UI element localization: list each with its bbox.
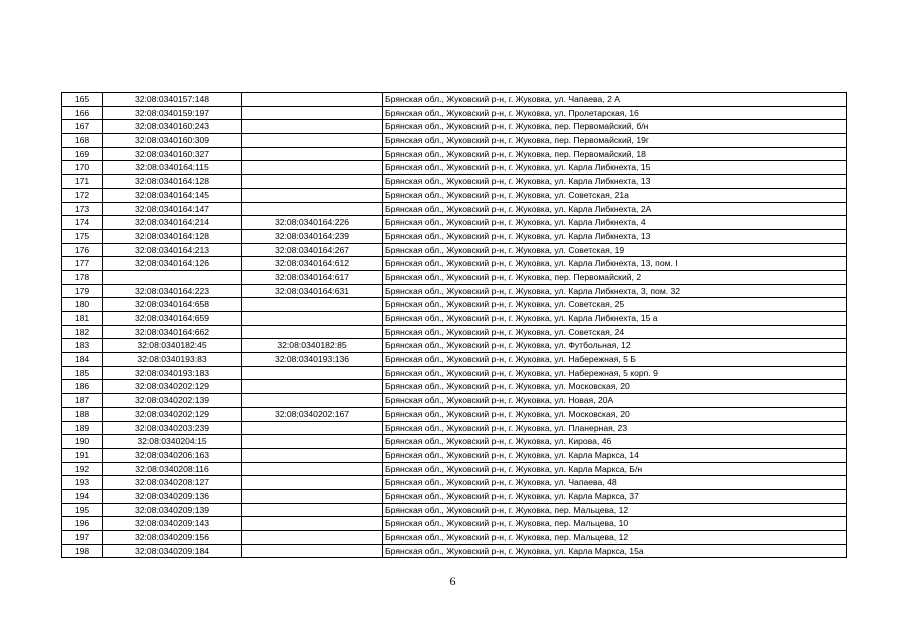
related-cadastral-number-cell: 32:08:0340164:631: [242, 284, 383, 298]
related-cadastral-number-cell: [242, 517, 383, 531]
related-cadastral-number-cell: [242, 394, 383, 408]
cadastral-number-cell: 32:08:0340159:197: [103, 106, 242, 120]
row-number-cell: 171: [62, 175, 103, 189]
row-number-cell: 190: [62, 435, 103, 449]
related-cadastral-number-cell: [242, 366, 383, 380]
related-cadastral-number-cell: 32:08:0340202:167: [242, 407, 383, 421]
address-cell: Брянская обл., Жуковский р-н, г. Жуковка, ул. Московская, 20: [383, 380, 847, 394]
row-number-cell: 197: [62, 531, 103, 545]
cadastral-number-cell: 32:08:0340164:145: [103, 188, 242, 202]
address-cell: Брянская обл., Жуковский р-н, г. Жуковка, ул. Карла Либкнехта, 15 а: [383, 312, 847, 326]
related-cadastral-number-cell: [242, 106, 383, 120]
row-number-cell: 168: [62, 134, 103, 148]
table-row: [62, 147, 847, 161]
table-row: [62, 312, 847, 326]
address-cell: Брянская обл., Жуковский р-н, г. Жуковка, ул. Чапаева, 2 А: [383, 93, 847, 107]
row-number-cell: 169: [62, 147, 103, 161]
related-cadastral-number-cell: [242, 380, 383, 394]
related-cadastral-number-cell: 32:08:0340164:267: [242, 243, 383, 257]
row-number-cell: 195: [62, 503, 103, 517]
table-row: [62, 531, 847, 545]
related-cadastral-number-cell: [242, 531, 383, 545]
row-number-cell: 196: [62, 517, 103, 531]
table-row: [62, 435, 847, 449]
table-row: [62, 270, 847, 284]
cadastral-number-cell: [103, 270, 242, 284]
address-cell: Брянская обл., Жуковский р-н, г. Жуковка, ул. Набережная, 5 корп. 9: [383, 366, 847, 380]
table-row: [62, 339, 847, 353]
row-number-cell: 194: [62, 489, 103, 503]
address-cell: Брянская обл., Жуковский р-н, г. Жуковка, ул. Советская, 19: [383, 243, 847, 257]
row-number-cell: 185: [62, 366, 103, 380]
cadastral-number-cell: 32:08:0340160:309: [103, 134, 242, 148]
row-number-cell: 166: [62, 106, 103, 120]
related-cadastral-number-cell: [242, 120, 383, 134]
row-number-cell: 182: [62, 325, 103, 339]
address-cell: Брянская обл., Жуковский р-н, г. Жуковка, пер. Мальцева, 12: [383, 503, 847, 517]
related-cadastral-number-cell: 32:08:0340164:612: [242, 257, 383, 271]
row-number-cell: 172: [62, 188, 103, 202]
cadastral-table: [61, 92, 847, 558]
related-cadastral-number-cell: [242, 312, 383, 326]
row-number-cell: 165: [62, 93, 103, 107]
table-row: [62, 407, 847, 421]
table-row: [62, 298, 847, 312]
table-row: [62, 243, 847, 257]
table-row: [62, 421, 847, 435]
address-cell: Брянская обл., Жуковский р-н, г. Жуковка, ул. Карла Либкнехта, 4: [383, 216, 847, 230]
table-row: [62, 257, 847, 271]
table-row: [62, 106, 847, 120]
row-number-cell: 188: [62, 407, 103, 421]
row-number-cell: 180: [62, 298, 103, 312]
row-number-cell: 184: [62, 353, 103, 367]
cadastral-number-cell: 32:08:0340164:126: [103, 257, 242, 271]
related-cadastral-number-cell: 32:08:0340193:136: [242, 353, 383, 367]
address-cell: Брянская обл., Жуковский р-н, г. Жуковка, ул. Советская, 25: [383, 298, 847, 312]
address-cell: Брянская обл., Жуковский р-н, г. Жуковка, ул. Карла Маркса, Б/н: [383, 462, 847, 476]
table-row: [62, 517, 847, 531]
related-cadastral-number-cell: [242, 188, 383, 202]
cadastral-number-cell: 32:08:0340164:214: [103, 216, 242, 230]
cadastral-number-cell: 32:08:0340202:129: [103, 407, 242, 421]
related-cadastral-number-cell: [242, 435, 383, 449]
row-number-cell: 187: [62, 394, 103, 408]
table-row: [62, 325, 847, 339]
cadastral-number-cell: 32:08:0340209:139: [103, 503, 242, 517]
cadastral-number-cell: 32:08:0340209:184: [103, 544, 242, 558]
address-cell: Брянская обл., Жуковский р-н, г. Жуковка, ул. Карла Маркса, 15а: [383, 544, 847, 558]
address-cell: Брянская обл., Жуковский р-н, г. Жуковка, пер. Первомайский, 19г: [383, 134, 847, 148]
table-row: [62, 353, 847, 367]
related-cadastral-number-cell: [242, 325, 383, 339]
related-cadastral-number-cell: [242, 462, 383, 476]
table-row: [62, 380, 847, 394]
table-row: [62, 120, 847, 134]
related-cadastral-number-cell: [242, 147, 383, 161]
related-cadastral-number-cell: [242, 421, 383, 435]
table-row: [62, 476, 847, 490]
related-cadastral-number-cell: [242, 93, 383, 107]
address-cell: Брянская обл., Жуковский р-н, г. Жуковка, ул. Советская, 21а: [383, 188, 847, 202]
address-cell: Брянская обл., Жуковский р-н, г. Жуковка, ул. Футбольная, 12: [383, 339, 847, 353]
table-row: [62, 462, 847, 476]
table-body: [62, 93, 847, 558]
address-cell: Брянская обл., Жуковский р-н, г. Жуковка, ул. Кирова, 46: [383, 435, 847, 449]
table-row: [62, 188, 847, 202]
cadastral-number-cell: 32:08:0340182:45: [103, 339, 242, 353]
cadastral-number-cell: 32:08:0340164:128: [103, 175, 242, 189]
address-cell: Брянская обл., Жуковский р-н, г. Жуковка, ул. Карла Либкнехта, 15: [383, 161, 847, 175]
related-cadastral-number-cell: [242, 202, 383, 216]
address-cell: Брянская обл., Жуковский р-н, г. Жуковка, пер. Мальцева, 10: [383, 517, 847, 531]
row-number-cell: 189: [62, 421, 103, 435]
address-cell: Брянская обл., Жуковский р-н, г. Жуковка, ул. Новая, 20А: [383, 394, 847, 408]
cadastral-number-cell: 32:08:0340164:662: [103, 325, 242, 339]
address-cell: Брянская обл., Жуковский р-н, г. Жуковка, ул. Московская, 20: [383, 407, 847, 421]
cadastral-number-cell: 32:08:0340164:147: [103, 202, 242, 216]
table-row: [62, 394, 847, 408]
row-number-cell: 191: [62, 448, 103, 462]
related-cadastral-number-cell: [242, 161, 383, 175]
related-cadastral-number-cell: 32:08:0340182:85: [242, 339, 383, 353]
cadastral-number-cell: 32:08:0340208:127: [103, 476, 242, 490]
cadastral-number-cell: 32:08:0340202:139: [103, 394, 242, 408]
address-cell: Брянская обл., Жуковский р-н, г. Жуковка, ул. Карла Либкнехта, 13, пом. I: [383, 257, 847, 271]
table-row: [62, 229, 847, 243]
address-cell: Брянская обл., Жуковский р-н, г. Жуковка, ул. Карла Либкнехта, 13: [383, 175, 847, 189]
address-cell: Брянская обл., Жуковский р-н, г. Жуковка, ул. Карла Маркса, 14: [383, 448, 847, 462]
cadastral-number-cell: 32:08:0340204:15: [103, 435, 242, 449]
related-cadastral-number-cell: 32:08:0340164:226: [242, 216, 383, 230]
cadastral-number-cell: 32:08:0340209:136: [103, 489, 242, 503]
related-cadastral-number-cell: [242, 489, 383, 503]
cadastral-number-cell: 32:08:0340160:327: [103, 147, 242, 161]
address-cell: Брянская обл., Жуковский р-н, г. Жуковка, ул. Карла Либкнехта, 3, пом. 32: [383, 284, 847, 298]
cadastral-number-cell: 32:08:0340203:239: [103, 421, 242, 435]
address-cell: Брянская обл., Жуковский р-н, г. Жуковка, пер. Первомайский, 18: [383, 147, 847, 161]
row-number-cell: 167: [62, 120, 103, 134]
row-number-cell: 170: [62, 161, 103, 175]
cadastral-number-cell: 32:08:0340164:658: [103, 298, 242, 312]
cadastral-number-cell: 32:08:0340206:163: [103, 448, 242, 462]
table-row: [62, 93, 847, 107]
cadastral-number-cell: 32:08:0340164:128: [103, 229, 242, 243]
address-cell: Брянская обл., Жуковский р-н, г. Жуковка, пер. Мальцева, 12: [383, 531, 847, 545]
row-number-cell: 193: [62, 476, 103, 490]
row-number-cell: 183: [62, 339, 103, 353]
cadastral-number-cell: 32:08:0340164:223: [103, 284, 242, 298]
table-row: [62, 366, 847, 380]
address-cell: Брянская обл., Жуковский р-н, г. Жуковка, ул. Карла Либкнехта, 2А: [383, 202, 847, 216]
table-row: [62, 216, 847, 230]
address-cell: Брянская обл., Жуковский р-н, г. Жуковка, ул. Советская, 24: [383, 325, 847, 339]
row-number-cell: 174: [62, 216, 103, 230]
cadastral-number-cell: 32:08:0340202:129: [103, 380, 242, 394]
related-cadastral-number-cell: [242, 476, 383, 490]
related-cadastral-number-cell: [242, 175, 383, 189]
related-cadastral-number-cell: 32:08:0340164:617: [242, 270, 383, 284]
address-cell: Брянская обл., Жуковский р-н, г. Жуковка, ул. Пролетарская, 16: [383, 106, 847, 120]
row-number-cell: 186: [62, 380, 103, 394]
table-row: [62, 448, 847, 462]
cadastral-number-cell: 32:08:0340209:143: [103, 517, 242, 531]
table-row: [62, 284, 847, 298]
row-number-cell: 176: [62, 243, 103, 257]
row-number-cell: 175: [62, 229, 103, 243]
row-number-cell: 177: [62, 257, 103, 271]
row-number-cell: 179: [62, 284, 103, 298]
cadastral-number-cell: 32:08:0340164:213: [103, 243, 242, 257]
address-cell: Брянская обл., Жуковский р-н, г. Жуковка, пер. Первомайский, б/н: [383, 120, 847, 134]
address-cell: Брянская обл., Жуковский р-н, г. Жуковка, ул. Карла Маркса, 37: [383, 489, 847, 503]
table-row: [62, 175, 847, 189]
address-cell: Брянская обл., Жуковский р-н, г. Жуковка, ул. Планерная, 23: [383, 421, 847, 435]
related-cadastral-number-cell: [242, 503, 383, 517]
related-cadastral-number-cell: [242, 544, 383, 558]
cadastral-number-cell: 32:08:0340193:183: [103, 366, 242, 380]
related-cadastral-number-cell: [242, 134, 383, 148]
related-cadastral-number-cell: 32:08:0340164:239: [242, 229, 383, 243]
row-number-cell: 198: [62, 544, 103, 558]
table-row: [62, 544, 847, 558]
table-row: [62, 161, 847, 175]
cadastral-number-cell: 32:08:0340164:659: [103, 312, 242, 326]
row-number-cell: 173: [62, 202, 103, 216]
page-number: 6: [449, 574, 456, 588]
row-number-cell: 178: [62, 270, 103, 284]
related-cadastral-number-cell: [242, 448, 383, 462]
row-number-cell: 181: [62, 312, 103, 326]
cadastral-number-cell: 32:08:0340193:83: [103, 353, 242, 367]
cadastral-number-cell: 32:08:0340160:243: [103, 120, 242, 134]
address-cell: Брянская обл., Жуковский р-н, г. Жуковка, ул. Набережная, 5 Б: [383, 353, 847, 367]
table-row: [62, 202, 847, 216]
table-row: [62, 489, 847, 503]
related-cadastral-number-cell: [242, 298, 383, 312]
address-cell: Брянская обл., Жуковский р-н, г. Жуковка, пер. Первомайский, 2: [383, 270, 847, 284]
table-row: [62, 503, 847, 517]
table-row: [62, 134, 847, 148]
cadastral-number-cell: 32:08:0340164:115: [103, 161, 242, 175]
cadastral-number-cell: 32:08:0340208:116: [103, 462, 242, 476]
cadastral-number-cell: 32:08:0340157:148: [103, 93, 242, 107]
row-number-cell: 192: [62, 462, 103, 476]
address-cell: Брянская обл., Жуковский р-н, г. Жуковка, ул. Карла Либкнехта, 13: [383, 229, 847, 243]
address-cell: Брянская обл., Жуковский р-н, г. Жуковка, ул. Чапаева, 48: [383, 476, 847, 490]
cadastral-number-cell: 32:08:0340209:156: [103, 531, 242, 545]
